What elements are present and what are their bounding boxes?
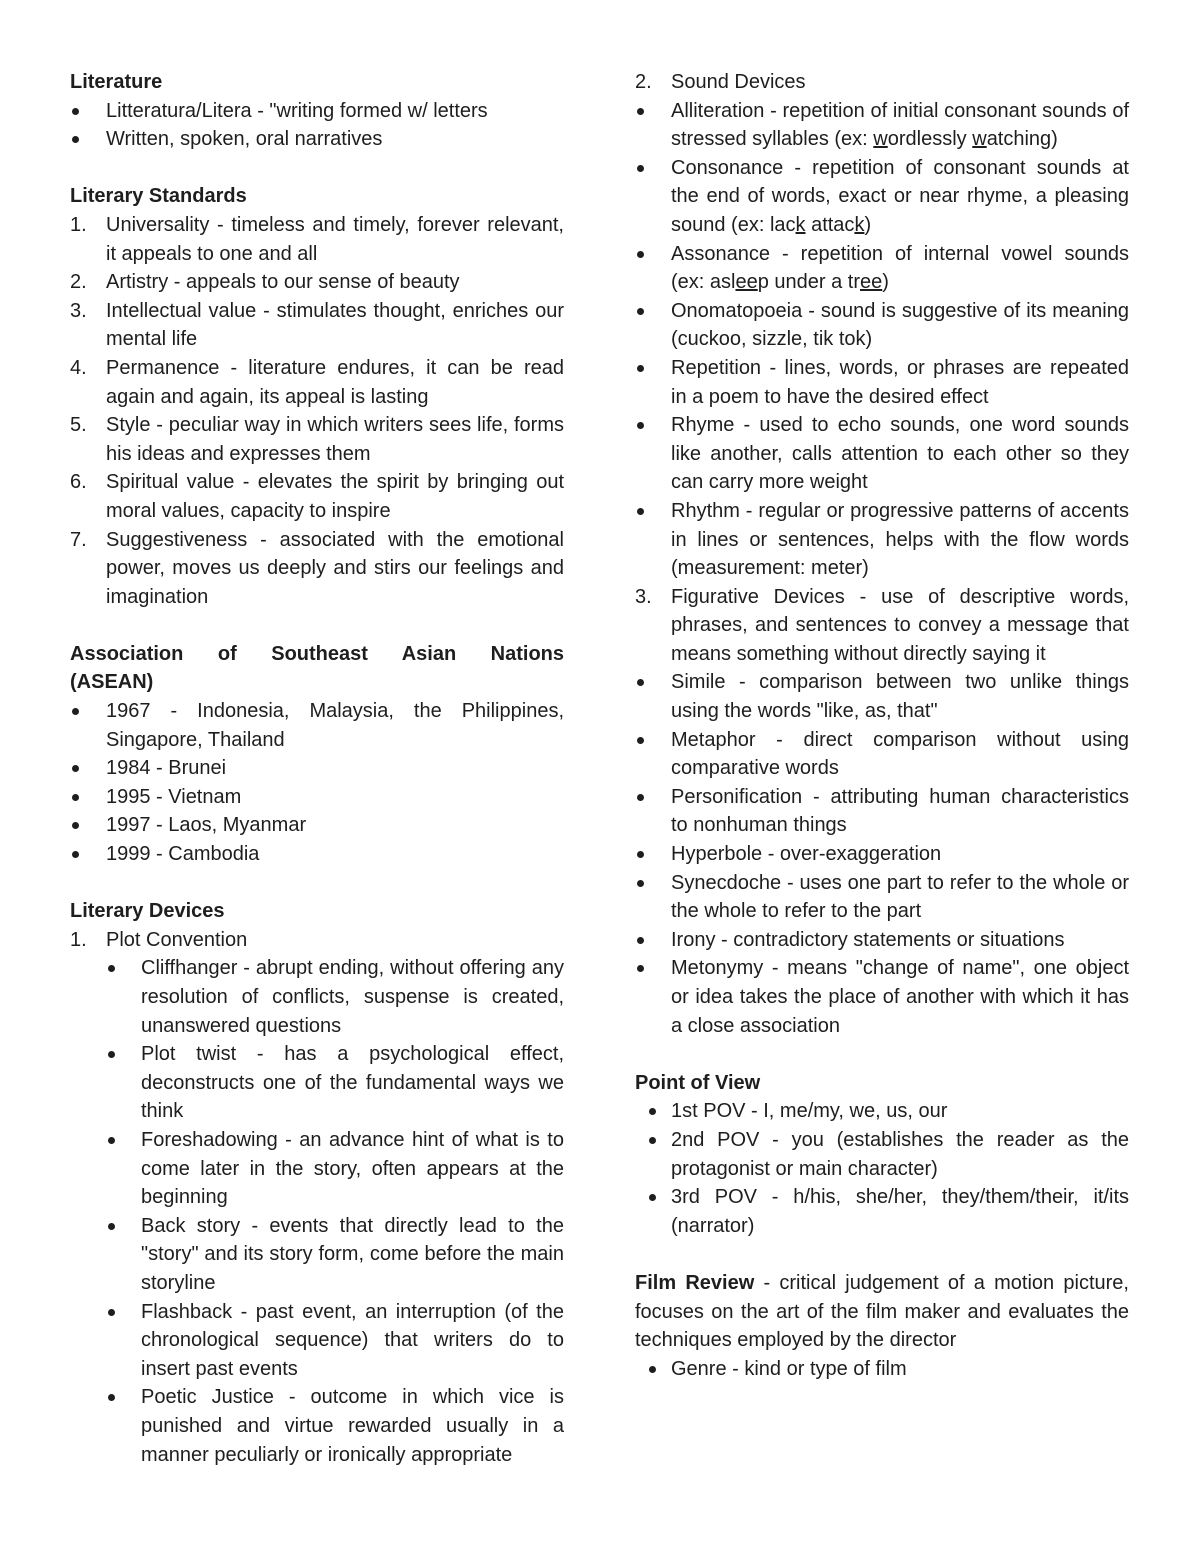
bullet-icon — [637, 679, 644, 686]
bullet-icon — [637, 165, 644, 172]
list-item: Consonance - repetition of consonant sounds at the end of words, exact or near rhyme, a pleasing sound (ex: lack attack) — [635, 154, 1129, 240]
bullet-icon — [637, 365, 644, 372]
asean-heading-abbrev: (ASEAN) — [70, 671, 154, 694]
bullet-icon — [108, 1309, 115, 1316]
list-item: Genre - kind or type of film — [635, 1355, 1129, 1384]
bullet-icon — [108, 1137, 115, 1144]
numbered-item: 3. Figurative Devices - use of descriptive words, phrases, and sentences to convey a message that means something without directly saying it — [635, 585, 1129, 665]
bullet-icon — [637, 308, 644, 315]
bullet-icon — [108, 1394, 115, 1401]
list-item: Flashback - past event, an interruption (of the chronological sequence) that writers do to insert past events — [70, 1298, 564, 1384]
numbered-item: 2. Artistry - appeals to our sense of beauty — [70, 271, 460, 294]
list-item: 3rd POV - h/his, she/her, they/them/their, it/its (narrator) — [635, 1183, 1129, 1240]
right-column — [635, 68, 1129, 1383]
list-item: Back story - events that directly lead to the "story" and its story form, come before the main storyline — [70, 1212, 564, 1298]
list-item: Repetition - lines, words, or phrases are repeated in a poem to have the desired effect — [635, 354, 1129, 411]
bullet-icon — [649, 1108, 656, 1115]
list-item: Poetic Justice - outcome in which vice is punished and virtue rewarded usually in a manner peculiarly or ironically appropriate — [70, 1383, 564, 1469]
film-review-heading: Film Review — [635, 1271, 755, 1294]
bullet-icon — [108, 965, 115, 972]
bullet-icon — [72, 136, 79, 143]
bullet-icon — [637, 794, 644, 801]
bullet-icon — [108, 1051, 115, 1058]
bullet-icon — [637, 851, 644, 858]
list-item: Personification - attributing human characteristics to nonhuman things — [635, 783, 1129, 840]
list-item: Synecdoche - uses one part to refer to the whole or the whole to refer to the part — [635, 869, 1129, 926]
list-item: 1967 - Indonesia, Malaysia, the Philippines, Singapore, Thailand — [70, 697, 564, 754]
film-review-paragraph: Film Review - critical judgement of a motion picture, focuses on the art of the film maker and evaluates the techniques employed by the director — [635, 1271, 1129, 1352]
list-item: Irony - contradictory statements or situations — [635, 926, 1129, 955]
numbered-item: 1. Plot Convention — [70, 928, 248, 951]
bullet-icon — [649, 1194, 656, 1201]
bullet-icon — [72, 794, 79, 801]
bullet-icon — [637, 965, 644, 972]
list-item: 1st POV - I, me/my, we, us, our — [635, 1097, 1129, 1126]
numbered-item: 2. Sound Devices — [635, 71, 806, 93]
bullet-icon — [649, 1366, 656, 1373]
list-item: Onomatopoeia - sound is suggestive of its meaning (cuckoo, sizzle, tik tok) — [635, 297, 1129, 354]
numbered-item: 7. Suggestiveness - associated with the emotional power, moves us deeply and stirs our feelings and imagination — [70, 528, 564, 608]
bullet-icon — [72, 822, 79, 829]
numbered-item: 1. Universality - timeless and timely, forever relevant, it appeals to one and all — [70, 213, 564, 265]
list-item: 1999 - Cambodia — [70, 840, 564, 869]
list-item: Foreshadowing - an advance hint of what is to come later in the story, often appears at the beginning — [70, 1126, 564, 1212]
list-item: 1997 - Laos, Myanmar — [70, 811, 564, 840]
bullet-icon — [637, 937, 644, 944]
list-item: Hyperbole - over-exaggeration — [635, 840, 1129, 869]
list-item: 1995 - Vietnam — [70, 783, 564, 812]
list-item: Metaphor - direct comparison without using comparative words — [635, 726, 1129, 783]
list-item: Rhyme - used to echo sounds, one word sounds like another, calls attention to each other so they can carry more weight — [635, 411, 1129, 497]
numbered-item: 5. Style - peculiar way in which writers sees life, forms his ideas and expresses them — [70, 414, 564, 465]
literary-standards-heading: Literary Standards — [70, 185, 247, 208]
numbered-item: 4. Permanence - literature endures, it can be read again and again, its appeal is lasting — [70, 356, 564, 408]
list-item: Written, spoken, oral narratives — [70, 125, 564, 154]
numbered-item: 6. Spiritual value - elevates the spirit by bringing out moral values, capacity to inspire — [70, 471, 564, 522]
list-item: Alliteration - repetition of initial consonant sounds of stressed syllables (ex: wordlessly watching) — [635, 97, 1129, 154]
bullet-icon — [72, 108, 79, 115]
bullet-icon — [637, 880, 644, 887]
numbered-item: 3. Intellectual value - stimulates thought, enriches our mental life — [70, 299, 564, 351]
list-item: Cliffhanger - abrupt ending, without offering any resolution of conflicts, suspense is created, unanswered questions — [70, 954, 564, 1040]
bullet-icon — [72, 851, 79, 858]
bullet-icon — [108, 1223, 115, 1230]
list-item: Plot twist - has a psychological effect, deconstructs one of the fundamental ways we think — [70, 1040, 564, 1126]
literary-devices-heading: Literary Devices — [70, 900, 225, 923]
list-item: Litteratura/Litera - "writing formed w/ letters — [70, 97, 564, 126]
bullet-icon — [72, 765, 79, 772]
list-item: Simile - comparison between two unlike things using the words "like, as, that" — [635, 668, 1129, 725]
bullet-icon — [72, 708, 79, 715]
point-of-view-heading: Point of View — [635, 1071, 761, 1094]
list-item: 2nd POV - you (establishes the reader as the protagonist or main character) — [635, 1126, 1129, 1183]
list-item: Rhythm - regular or progressive patterns of accents in lines or sentences, helps with the flow words (measurement: meter) — [635, 497, 1129, 583]
left-column — [70, 68, 564, 1469]
list-item: Metonymy - means "change of name", one object or idea takes the place of another with which it has a close association — [635, 954, 1129, 1040]
bullet-icon — [637, 508, 644, 515]
bullet-icon — [649, 1137, 656, 1144]
asean-heading: Association of Southeast Asian Nations — [70, 642, 564, 665]
bullet-icon — [637, 251, 644, 258]
bullet-icon — [637, 422, 644, 429]
list-item: Assonance - repetition of internal vowel sounds (ex: asleep under a tree) — [635, 240, 1129, 297]
bullet-icon — [637, 108, 644, 115]
list-item: 1984 - Brunei — [70, 754, 564, 783]
literature-heading: Literature — [70, 71, 163, 93]
bullet-icon — [637, 737, 644, 744]
